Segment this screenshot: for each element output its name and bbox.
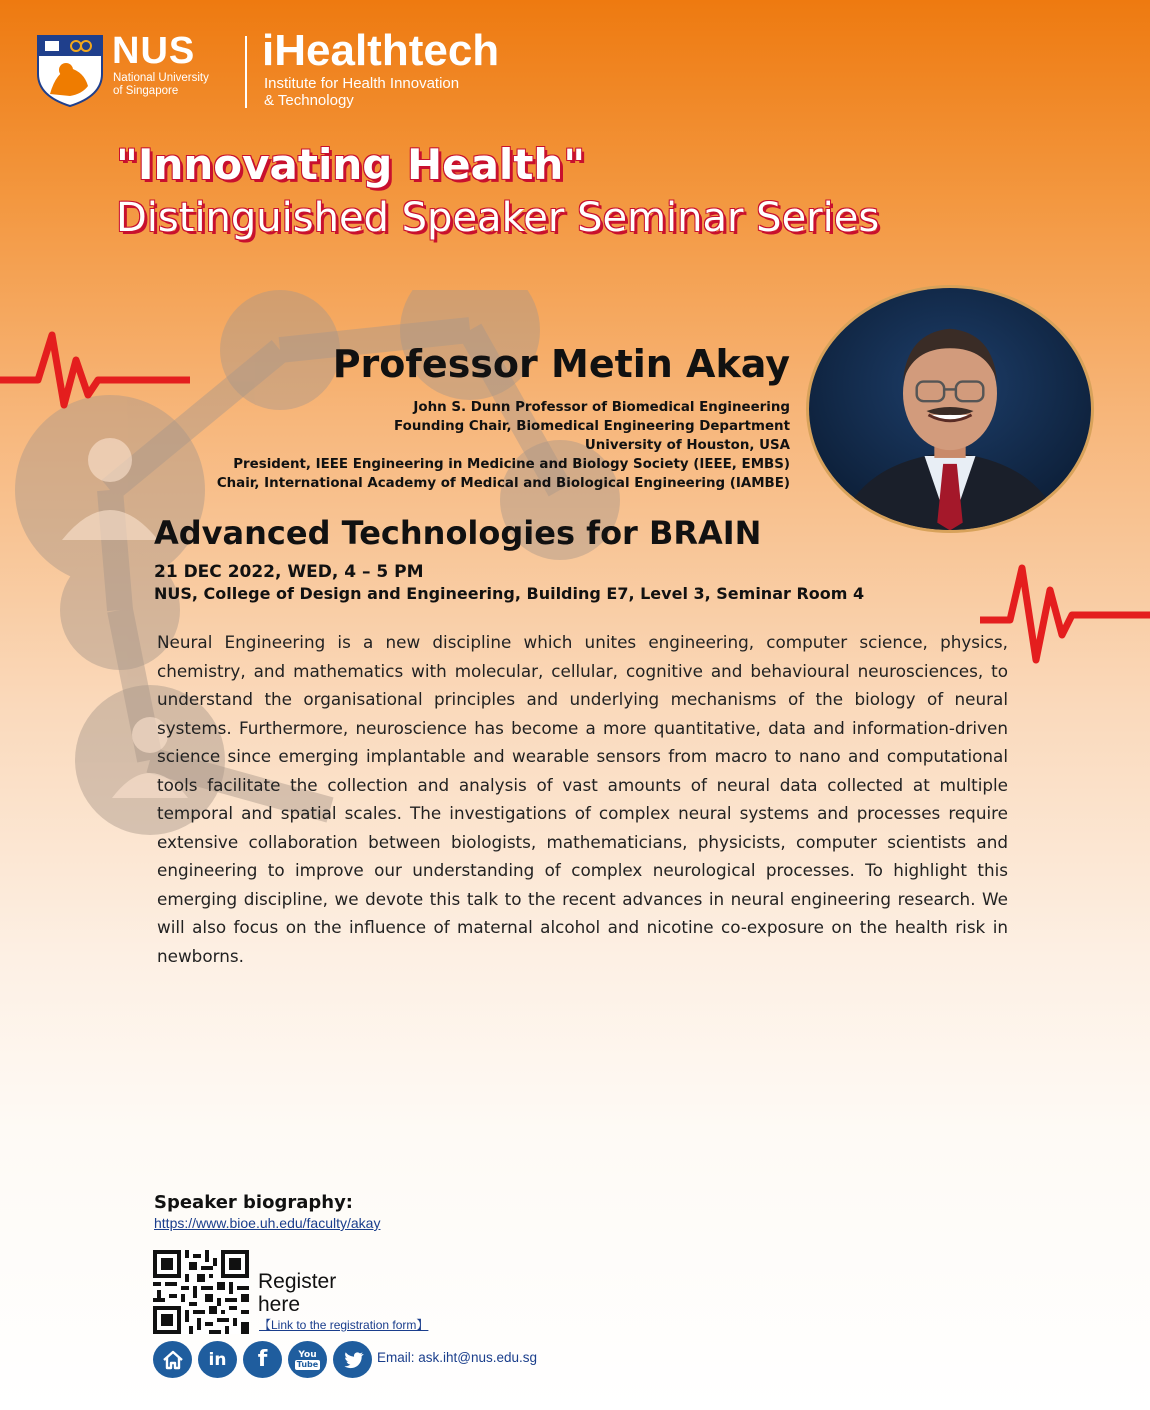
affiliation-line: President, IEEE Engineering in Medicine and Biology Society (IEEE, EMBS): [233, 457, 790, 472]
facebook-label: f: [257, 1347, 268, 1372]
contact-email[interactable]: Email: ask.iht@nus.edu.sg: [377, 1350, 538, 1365]
talk-venue: NUS, College of Design and Engineering, Building E7, Level 3, Seminar Room 4: [154, 584, 865, 603]
twitter-icon[interactable]: [333, 1341, 372, 1378]
institute-name[interactable]: iHealthtech: [262, 26, 500, 75]
heartbeat-pulse-graphic: [0, 325, 190, 435]
talk-abstract: Neural Engineering is a new discipline which unites engineering, computer science, physics, chemistry, and mathematics with molecular, cellular, cognitive and behavioural neurosciences, to understand the organisational principles and underlying mechanisms of the biology of neural systems. Furthermore, neuroscience has become a more quantitative, data and information-driven science since emerging implantable and wearable sensors from macro to nano and computational tools facilitate the collection and analysis of vast amounts of neural data collected at multiple temporal and spatial scales. The investigations of complex neural systems and processes require extensive collaboration between biologists, mathematicians, physicists, computer scientists and engineering to improve our understanding of complex neurological processes. To highlight this emerging discipline, we devote this talk to the recent advances in neural engineering research. We will also focus on the influence of maternal alcohol and nicotine co-exposure on the health risk in newborns.: [157, 632, 1008, 966]
register-line2: here: [258, 1293, 301, 1316]
register-prompt: [258, 1270, 336, 1316]
linkedin-icon[interactable]: [198, 1341, 237, 1378]
speaker-photo: [806, 285, 1094, 533]
youtube-label-line1: You: [298, 1349, 317, 1360]
nus-subtitle-line2: of Singapore: [113, 85, 179, 97]
nus-logo[interactable]: [36, 30, 246, 108]
nus-wordmark: NUS: [112, 30, 196, 72]
register-line1: Register: [258, 1270, 337, 1293]
talk-title: Advanced Technologies for BRAIN: [154, 514, 762, 552]
speaker-bio-link[interactable]: https://www.bioe.uh.edu/faculty/akay: [154, 1215, 381, 1231]
institute-subtitle-line2: & Technology: [264, 92, 354, 109]
series-title-line1: "Innovating Health": [116, 140, 586, 189]
nus-subtitle: [113, 72, 209, 98]
speaker-name: Professor Metin Akay: [332, 342, 790, 386]
series-title-line2: Distinguished Speaker Seminar Series: [116, 195, 880, 241]
bio-heading: Speaker biography:: [154, 1192, 354, 1213]
affiliation-line: University of Houston, USA: [584, 438, 790, 453]
speaker-affiliations: [217, 398, 790, 493]
registration-form-link[interactable]: 【Link to the registration form】: [259, 1318, 429, 1332]
youtube-label-line2: Tube: [296, 1359, 319, 1369]
youtube-icon[interactable]: [288, 1341, 327, 1378]
social-links: [153, 1341, 372, 1378]
institute-subtitle-line1: Institute for Health Innovation: [264, 75, 460, 92]
talk-datetime: 21 DEC 2022, WED, 4 – 5 PM: [154, 562, 424, 582]
home-icon[interactable]: [153, 1341, 192, 1378]
facebook-icon[interactable]: [243, 1341, 282, 1378]
affiliation-line: Founding Chair, Biomedical Engineering Department: [394, 419, 790, 434]
logo-divider: [245, 36, 247, 108]
affiliation-line: Chair, International Academy of Medical and Biological Engineering (IAMBE): [216, 476, 790, 491]
nus-subtitle-line1: National University: [113, 72, 209, 84]
affiliation-line: John S. Dunn Professor of Biomedical Engineering: [413, 400, 790, 415]
institute-subtitle: [264, 75, 459, 109]
nus-crest-icon: [36, 34, 104, 108]
qr-code-icon[interactable]: [153, 1250, 249, 1334]
linkedin-label: in: [208, 1349, 227, 1370]
